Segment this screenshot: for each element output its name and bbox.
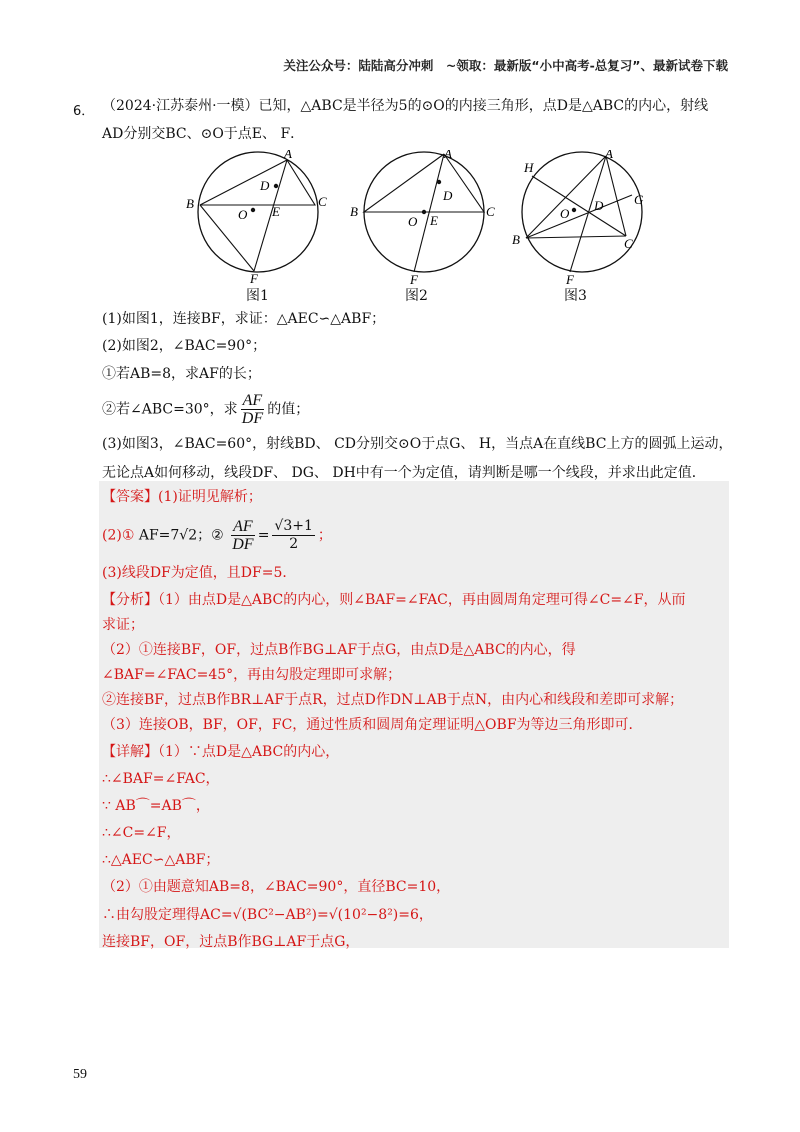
part-3-line-2: 无论点A如何移动，线段DF、 DG、 DH中有一个为定值，请判断是哪一个线段，并求出此定值．: [102, 465, 706, 481]
part-2-b: ②若∠ABC=30°，求 $\frac{AF}{DF}$ 的值；: [102, 392, 310, 427]
figure-2: [346, 150, 506, 290]
svg-text:F: F: [410, 272, 418, 287]
page-header: 关注公众号：陆陆高分冲刺 ~领取：最新版“小中高考-总复习”、最新试卷下载: [283, 58, 728, 73]
detail-2: ∴∠BAF=∠FAC，: [102, 771, 220, 787]
analysis-1b: 求证；: [102, 617, 144, 633]
part-3-line-1: (3)如图3，∠BAC=60°，射线BD、 CD分别交⊙O于点G、 H，当点A在直线BC上方的圆弧上运动，: [102, 436, 733, 452]
svg-text:F: F: [250, 271, 258, 286]
question-line-1: （2024·江苏泰州·一模）已知，△ABC是半径为5的⊙O的内接三角形，点D是△ABC的内心，射线: [102, 98, 709, 114]
part-1: (1)如图1，连接BF，求证：△AEC∽△ABF；: [102, 311, 386, 327]
svg-text:O: O: [238, 207, 248, 222]
figure-1: [180, 150, 340, 290]
svg-text:G: G: [634, 192, 644, 207]
fraction-af-df: $\frac{AF}{DF}$: [241, 392, 264, 427]
detail-6: （2）①由题意知AB=8，∠BAC=90°，直径BC=10，: [102, 879, 451, 895]
analysis-3: ②连接BF，过点B作BR⊥AF于点R，过点D作DN⊥AB于点N，由内心和线段和差即可求解；: [102, 692, 684, 708]
svg-text:D: D: [443, 188, 453, 203]
svg-text:E: E: [272, 204, 280, 219]
detail-7: ∴由勾股定理得AC=√(BC²−AB²)=√(10²−8²)=6，: [102, 907, 433, 923]
part-2: (2)如图2，∠BAC=90°；: [102, 338, 267, 354]
analysis-1: 【分析】（1）由点D是△ABC的内心，则∠BAF=∠FAC，再由圆周角定理可得∠C=∠F，从而: [102, 592, 686, 608]
analysis-4: （3）连接OB，BF，OF，FC，通过性质和圆周角定理证明△OBF为等边三角形即可．: [102, 717, 643, 733]
part-2-a: ①若AB=8，求AF的长；: [102, 366, 261, 382]
svg-text:F: F: [566, 272, 574, 287]
svg-text:C: C: [624, 236, 633, 251]
detail-5: ∴△AEC∽△ABF；: [102, 852, 220, 868]
figure-caption-1: 图1: [246, 288, 269, 304]
detail-8: 连接BF，OF，过点B作BG⊥AF于点G，: [102, 934, 360, 950]
svg-text:B: B: [350, 204, 358, 219]
page-number: 59: [73, 1067, 87, 1082]
svg-text:O: O: [408, 214, 418, 229]
figure-3: [508, 150, 668, 290]
svg-text:C: C: [318, 194, 327, 209]
detail-4: ∴∠C=∠F，: [102, 825, 181, 841]
svg-text:H: H: [524, 160, 534, 175]
question-line-2: AD分别交BC、⊙O于点E、 F．: [102, 126, 305, 142]
answer-3: (3)线段DF为定值，且DF=5．: [102, 565, 297, 581]
answer-fraction-af-df: $\frac{AF}{DF}$: [232, 518, 254, 553]
svg-text:D: D: [260, 178, 270, 193]
svg-text:D: D: [594, 198, 604, 213]
answer-2: (2)① AF=7√2；② $\frac{AF}{DF}$ = $\frac{√3+1}{2}$ ；: [102, 518, 332, 553]
svg-text:C: C: [486, 204, 495, 219]
analysis-2: （2）①连接BF，OF，过点B作BG⊥AF于点G，由点D是△ABC的内心，得: [102, 642, 576, 658]
detail-3: ∵ AB⌒=AB⌒，: [102, 798, 210, 814]
svg-text:A: A: [284, 150, 292, 161]
detail-1: 【详解】（1）∵点D是△ABC的内心，: [102, 744, 340, 760]
figure-caption-3: 图3: [564, 288, 587, 304]
svg-text:B: B: [186, 196, 194, 211]
svg-text:O: O: [560, 206, 570, 221]
question-number: 6．: [73, 104, 95, 119]
svg-text:E: E: [430, 213, 438, 228]
svg-text:A: A: [444, 150, 452, 161]
analysis-2b: ∠BAF=∠FAC=45°，再由勾股定理即可求解；: [102, 667, 402, 683]
svg-text:A: A: [605, 150, 613, 161]
answer-fraction-result: $\frac{√3+1}{2}$: [274, 518, 313, 552]
figure-caption-2: 图2: [405, 288, 428, 304]
svg-text:B: B: [512, 232, 520, 247]
answer-1: 【答案】(1)证明见解析；: [102, 489, 262, 505]
